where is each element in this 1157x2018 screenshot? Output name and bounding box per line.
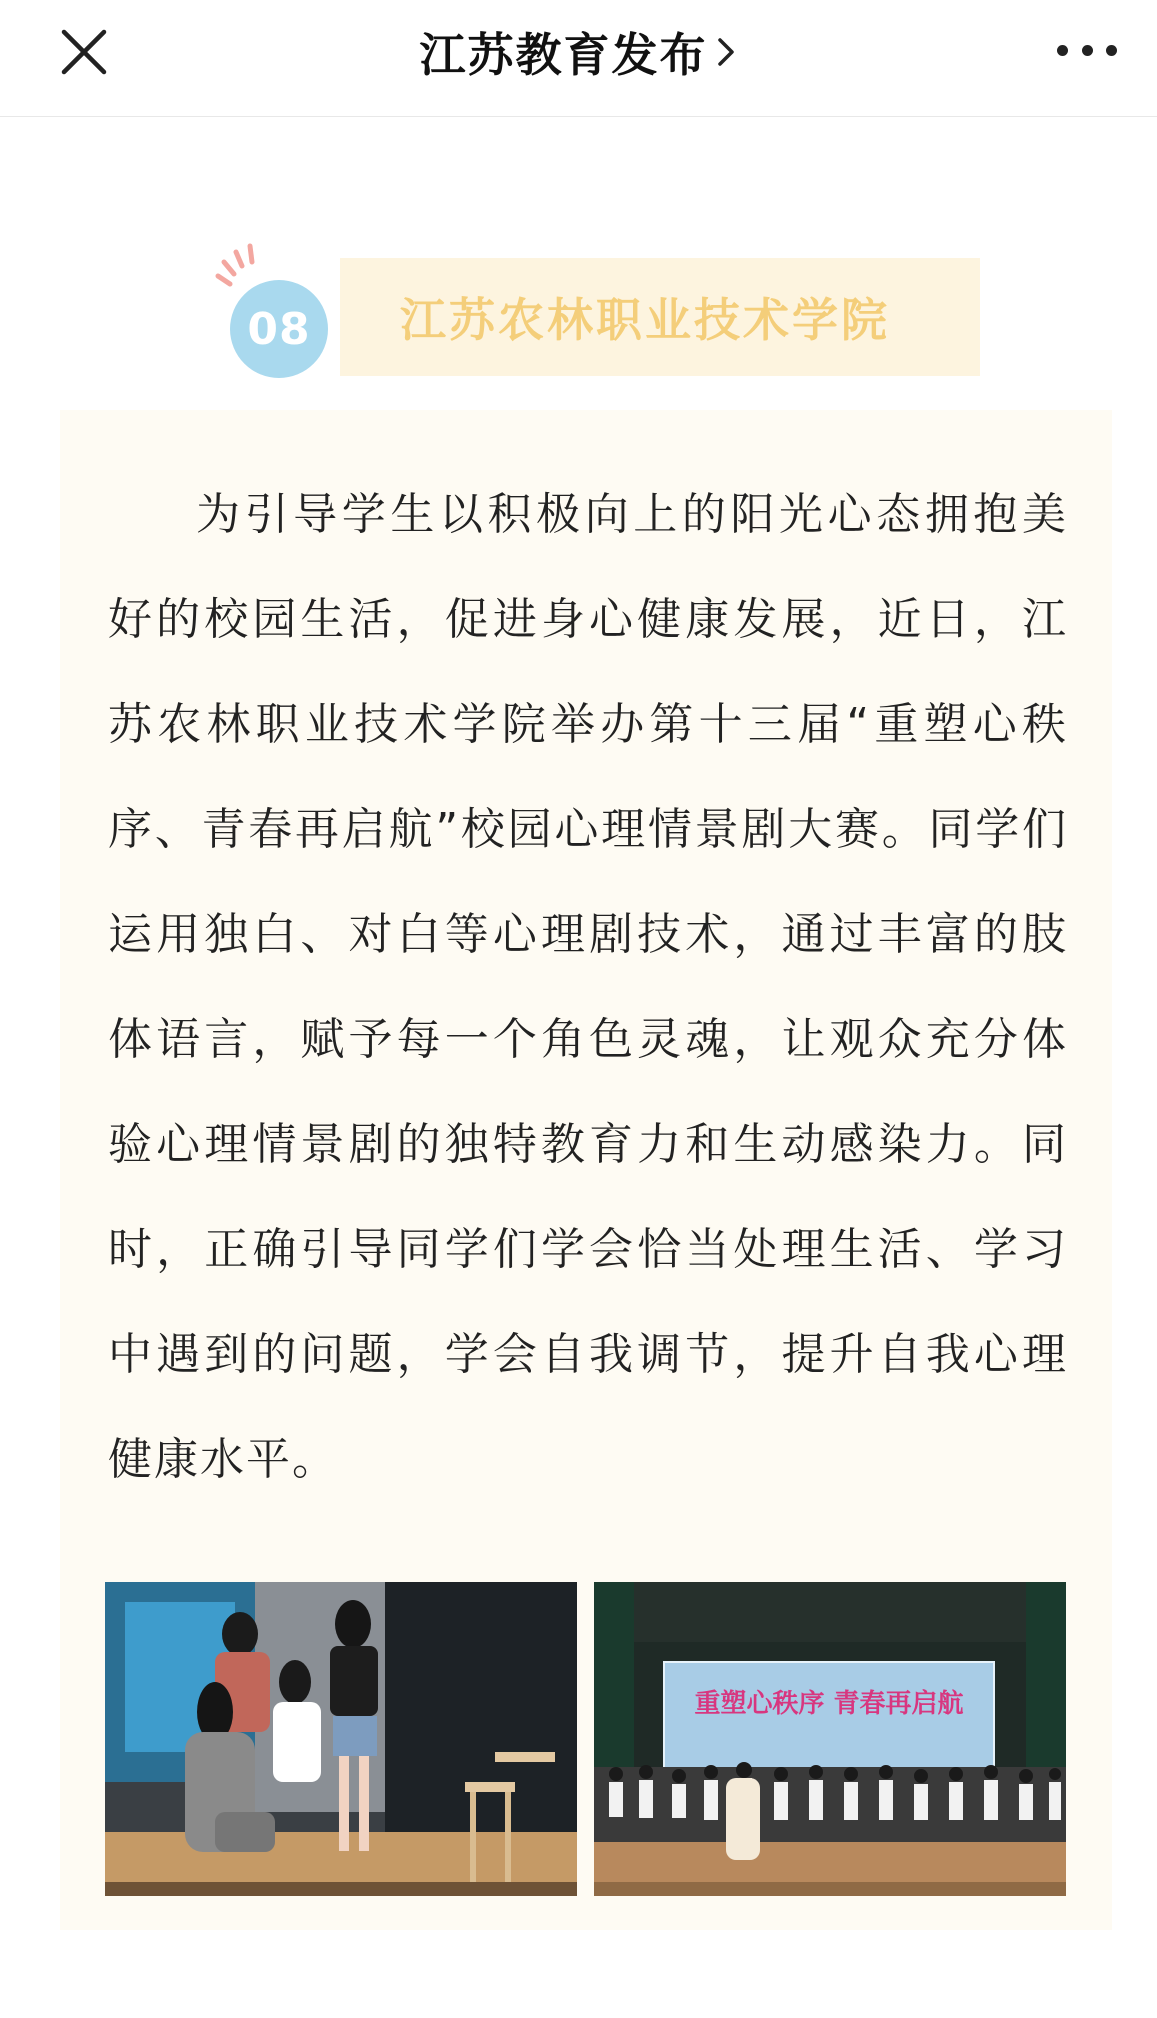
article-card	[60, 410, 1112, 1930]
article-paragraph: 为引导学生以积极向上的阳光心态拥抱美好的校园生活，促进身心健康发展，近日，江苏农林职业技术学院举办第十三届“重塑心秩序、青春再启航”校园心理情景剧大赛。同学们运用独白、对白等心理剧技术，通过丰富的肢体语言，赋予每一个角色灵魂，让观众充分体验心理情景剧的独特教育力和生动感染力。同时，正确引导同学们学会恰当处理生活、学习中遇到的问题，学会自我调节，提升自我心理健康水平。	[108, 489, 1068, 1485]
school-title-bar	[340, 258, 980, 376]
more-dot	[1057, 45, 1068, 56]
account-title: 江苏教育发布	[419, 28, 708, 82]
top-navbar	[0, 0, 1157, 117]
banner-title: 重塑心秩序 青春再启航	[694, 1689, 964, 1719]
section-heading	[210, 240, 990, 380]
school-name: 江苏农林职业技术学院	[400, 293, 890, 347]
section-number-badge: 08	[230, 280, 328, 378]
more-dot	[1082, 45, 1093, 56]
account-title-link[interactable]	[0, 20, 1157, 84]
more-dot	[1106, 45, 1117, 56]
stage-performance-photo[interactable]	[105, 1582, 577, 1896]
more-icon[interactable]	[1057, 30, 1117, 70]
chevron-right-icon	[716, 34, 738, 70]
group-photo[interactable]	[594, 1582, 1066, 1896]
